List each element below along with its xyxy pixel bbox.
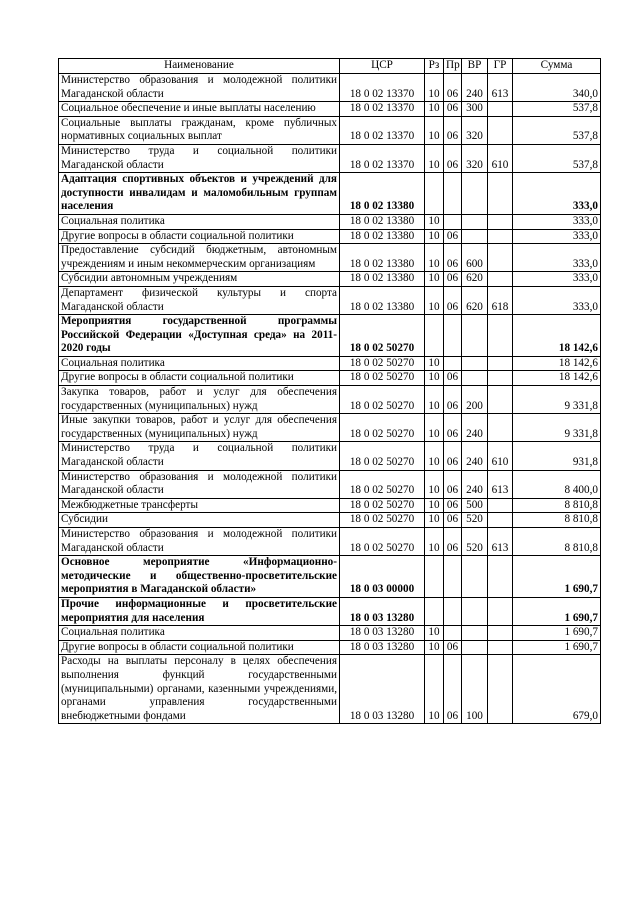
- cell-pr: 06: [444, 116, 462, 144]
- cell-sum: 9 331,8: [513, 386, 601, 414]
- header-name: Наименование: [59, 59, 340, 74]
- cell-gr: [488, 102, 513, 117]
- cell-pr: [444, 315, 462, 357]
- cell-vr: [462, 640, 488, 655]
- cell-rz: 10: [425, 498, 444, 513]
- cell-sum: 1 690,7: [513, 556, 601, 598]
- cell-rz: 10: [425, 442, 444, 470]
- cell-gr: [488, 272, 513, 287]
- cell-rz: 10: [425, 102, 444, 117]
- cell-csr: 18 0 02 50270: [340, 386, 425, 414]
- cell-vr: 240: [462, 442, 488, 470]
- cell-pr: 06: [444, 442, 462, 470]
- cell-csr: 18 0 02 50270: [340, 442, 425, 470]
- table-row: [59, 244, 601, 272]
- cell-name: Межбюджетные трансферты: [59, 498, 340, 513]
- cell-sum: 679,0: [513, 655, 601, 724]
- cell-rz: 10: [425, 470, 444, 498]
- cell-name: Адаптация спортивных объектов и учреждений для доступности инвалидам и маломобильным группам населения: [59, 173, 340, 215]
- cell-vr: [462, 371, 488, 386]
- cell-csr: 18 0 03 13280: [340, 597, 425, 625]
- cell-csr: 18 0 02 50270: [340, 371, 425, 386]
- cell-rz: 10: [425, 272, 444, 287]
- cell-gr: [488, 597, 513, 625]
- cell-csr: 18 0 02 13380: [340, 229, 425, 244]
- cell-gr: [488, 640, 513, 655]
- cell-gr: [488, 244, 513, 272]
- cell-pr: [444, 597, 462, 625]
- cell-csr: 18 0 02 50270: [340, 356, 425, 371]
- cell-rz: 10: [425, 229, 444, 244]
- cell-vr: 500: [462, 498, 488, 513]
- cell-gr: [488, 173, 513, 215]
- table-row: [59, 442, 601, 470]
- table-row: [59, 315, 601, 357]
- cell-pr: [444, 173, 462, 215]
- cell-vr: 240: [462, 414, 488, 442]
- cell-gr: [488, 513, 513, 528]
- cell-rz: 10: [425, 74, 444, 102]
- budget-table-page: [58, 58, 600, 724]
- table-row: [59, 640, 601, 655]
- cell-name: Социальное обеспечение и иные выплаты населению: [59, 102, 340, 117]
- header-csr: ЦСР: [340, 59, 425, 74]
- cell-vr: [462, 626, 488, 641]
- cell-csr: 18 0 02 13370: [340, 102, 425, 117]
- cell-vr: 320: [462, 144, 488, 172]
- cell-sum: 931,8: [513, 442, 601, 470]
- cell-gr: 613: [488, 528, 513, 556]
- table-row: [59, 414, 601, 442]
- cell-gr: 618: [488, 286, 513, 314]
- cell-pr: 06: [444, 286, 462, 314]
- cell-pr: 06: [444, 528, 462, 556]
- cell-pr: [444, 626, 462, 641]
- cell-sum: 537,8: [513, 144, 601, 172]
- cell-pr: 06: [444, 513, 462, 528]
- table-row: [59, 556, 601, 598]
- cell-vr: [462, 556, 488, 598]
- cell-vr: [462, 173, 488, 215]
- table-row: [59, 513, 601, 528]
- cell-vr: [462, 214, 488, 229]
- cell-pr: 06: [444, 244, 462, 272]
- cell-pr: [444, 214, 462, 229]
- table-row: [59, 655, 601, 724]
- table-row: [59, 498, 601, 513]
- cell-vr: 240: [462, 74, 488, 102]
- cell-csr: 18 0 02 50270: [340, 528, 425, 556]
- table-row: [59, 214, 601, 229]
- cell-name: Социальная политика: [59, 214, 340, 229]
- cell-name: Министерство образования и молодежной политики Магаданской области: [59, 74, 340, 102]
- cell-rz: 10: [425, 356, 444, 371]
- cell-csr: 18 0 03 13280: [340, 655, 425, 724]
- cell-name: Другие вопросы в области социальной политики: [59, 229, 340, 244]
- cell-rz: 10: [425, 414, 444, 442]
- cell-pr: 06: [444, 386, 462, 414]
- cell-csr: 18 0 03 13280: [340, 640, 425, 655]
- table-row: [59, 116, 601, 144]
- cell-csr: 18 0 02 13380: [340, 272, 425, 287]
- cell-rz: 10: [425, 626, 444, 641]
- cell-sum: 333,0: [513, 229, 601, 244]
- cell-rz: [425, 556, 444, 598]
- cell-sum: 8 400,0: [513, 470, 601, 498]
- cell-rz: 10: [425, 214, 444, 229]
- cell-name: Социальная политика: [59, 626, 340, 641]
- cell-sum: 18 142,6: [513, 315, 601, 357]
- cell-gr: [488, 214, 513, 229]
- cell-rz: [425, 173, 444, 215]
- table-row: [59, 286, 601, 314]
- cell-gr: 613: [488, 74, 513, 102]
- cell-name: Иные закупки товаров, работ и услуг для обеспечения государственных (муниципальных) нужд: [59, 414, 340, 442]
- cell-pr: 06: [444, 229, 462, 244]
- cell-vr: 100: [462, 655, 488, 724]
- cell-sum: 8 810,8: [513, 528, 601, 556]
- cell-sum: 8 810,8: [513, 498, 601, 513]
- cell-sum: 8 810,8: [513, 513, 601, 528]
- cell-gr: [488, 386, 513, 414]
- cell-gr: [488, 356, 513, 371]
- cell-name: Министерство образования и молодежной политики Магаданской области: [59, 528, 340, 556]
- cell-sum: 340,0: [513, 74, 601, 102]
- cell-sum: 18 142,6: [513, 371, 601, 386]
- cell-sum: 333,0: [513, 286, 601, 314]
- cell-gr: [488, 371, 513, 386]
- cell-gr: [488, 315, 513, 357]
- cell-rz: 10: [425, 386, 444, 414]
- header-pr: Пр: [444, 59, 462, 74]
- cell-pr: 06: [444, 414, 462, 442]
- cell-gr: [488, 556, 513, 598]
- cell-vr: 320: [462, 116, 488, 144]
- header-vr: ВР: [462, 59, 488, 74]
- cell-vr: 620: [462, 286, 488, 314]
- table-row: [59, 144, 601, 172]
- cell-vr: [462, 315, 488, 357]
- table-row: [59, 626, 601, 641]
- cell-name: Закупка товаров, работ и услуг для обеспечения государственных (муниципальных) нужд: [59, 386, 340, 414]
- table-body: [59, 74, 601, 724]
- cell-sum: 537,8: [513, 116, 601, 144]
- cell-vr: 600: [462, 244, 488, 272]
- cell-pr: 06: [444, 74, 462, 102]
- cell-pr: [444, 356, 462, 371]
- cell-name: Субсидии автономным учреждениям: [59, 272, 340, 287]
- cell-gr: 613: [488, 470, 513, 498]
- cell-csr: 18 0 02 50270: [340, 513, 425, 528]
- cell-pr: 06: [444, 144, 462, 172]
- table-row: [59, 371, 601, 386]
- table-row: [59, 597, 601, 625]
- cell-gr: [488, 655, 513, 724]
- cell-sum: 333,0: [513, 214, 601, 229]
- cell-sum: 333,0: [513, 272, 601, 287]
- cell-name: Расходы на выплаты персоналу в целях обеспечения выполнения функций государственными (муниципальными) органами, казенными учреждениями, органами управления государственными внебюджетными фондами: [59, 655, 340, 724]
- cell-vr: 620: [462, 272, 488, 287]
- cell-pr: 06: [444, 655, 462, 724]
- cell-name: Министерство труда и социальной политики Магаданской области: [59, 144, 340, 172]
- cell-vr: 200: [462, 386, 488, 414]
- cell-name: Субсидии: [59, 513, 340, 528]
- cell-vr: 300: [462, 102, 488, 117]
- cell-csr: 18 0 02 13370: [340, 144, 425, 172]
- cell-name: Предоставление субсидий бюджетным, автономным учреждениям и иным некоммерческим организациям: [59, 244, 340, 272]
- cell-gr: [488, 626, 513, 641]
- cell-csr: 18 0 02 50270: [340, 315, 425, 357]
- cell-gr: [488, 414, 513, 442]
- cell-pr: 06: [444, 640, 462, 655]
- table-row: [59, 356, 601, 371]
- cell-pr: [444, 556, 462, 598]
- cell-name: Министерство труда и социальной политики Магаданской области: [59, 442, 340, 470]
- cell-csr: 18 0 02 13380: [340, 173, 425, 215]
- cell-sum: 537,8: [513, 102, 601, 117]
- cell-csr: 18 0 03 00000: [340, 556, 425, 598]
- budget-table: [58, 58, 601, 724]
- cell-rz: 10: [425, 528, 444, 556]
- cell-csr: 18 0 02 13380: [340, 286, 425, 314]
- table-header-row: [59, 59, 601, 74]
- cell-rz: 10: [425, 144, 444, 172]
- cell-sum: 333,0: [513, 173, 601, 215]
- cell-csr: 18 0 03 13280: [340, 626, 425, 641]
- cell-gr: [488, 229, 513, 244]
- table-row: [59, 74, 601, 102]
- cell-vr: 520: [462, 528, 488, 556]
- header-rz: Рз: [425, 59, 444, 74]
- cell-name: Прочие информационные и просветительские мероприятия для населения: [59, 597, 340, 625]
- cell-vr: [462, 597, 488, 625]
- cell-csr: 18 0 02 13380: [340, 244, 425, 272]
- table-row: [59, 386, 601, 414]
- cell-csr: 18 0 02 50270: [340, 498, 425, 513]
- cell-csr: 18 0 02 50270: [340, 470, 425, 498]
- cell-sum: 18 142,6: [513, 356, 601, 371]
- header-sum: Сумма: [513, 59, 601, 74]
- cell-rz: [425, 597, 444, 625]
- cell-gr: [488, 116, 513, 144]
- cell-rz: 10: [425, 513, 444, 528]
- cell-csr: 18 0 02 50270: [340, 414, 425, 442]
- cell-rz: 10: [425, 371, 444, 386]
- cell-rz: 10: [425, 640, 444, 655]
- cell-csr: 18 0 02 13370: [340, 74, 425, 102]
- cell-name: Социальные выплаты гражданам, кроме публичных нормативных социальных выплат: [59, 116, 340, 144]
- cell-name: Другие вопросы в области социальной политики: [59, 640, 340, 655]
- cell-gr: 610: [488, 442, 513, 470]
- cell-vr: 520: [462, 513, 488, 528]
- cell-pr: 06: [444, 371, 462, 386]
- cell-rz: 10: [425, 286, 444, 314]
- cell-gr: 610: [488, 144, 513, 172]
- cell-name: Мероприятия государственной программы Российской Федерации «Доступная среда» на 2011-2020 годы: [59, 315, 340, 357]
- cell-csr: 18 0 02 13370: [340, 116, 425, 144]
- table-row: [59, 173, 601, 215]
- cell-vr: [462, 229, 488, 244]
- cell-sum: 1 690,7: [513, 597, 601, 625]
- cell-vr: 240: [462, 470, 488, 498]
- cell-pr: 06: [444, 470, 462, 498]
- table-row: [59, 102, 601, 117]
- cell-gr: [488, 498, 513, 513]
- table-row: [59, 470, 601, 498]
- cell-sum: 9 331,8: [513, 414, 601, 442]
- cell-name: Департамент физической культуры и спорта Магаданской области: [59, 286, 340, 314]
- cell-name: Другие вопросы в области социальной политики: [59, 371, 340, 386]
- cell-sum: 333,0: [513, 244, 601, 272]
- cell-csr: 18 0 02 13380: [340, 214, 425, 229]
- header-gr: ГР: [488, 59, 513, 74]
- table-row: [59, 272, 601, 287]
- cell-vr: [462, 356, 488, 371]
- table-row: [59, 229, 601, 244]
- table-row: [59, 528, 601, 556]
- cell-pr: 06: [444, 102, 462, 117]
- cell-rz: 10: [425, 655, 444, 724]
- cell-pr: 06: [444, 498, 462, 513]
- cell-sum: 1 690,7: [513, 626, 601, 641]
- cell-name: Основное мероприятие «Информационно-методические и общественно-просветительские мероприятия в Магаданской области»: [59, 556, 340, 598]
- cell-name: Министерство образования и молодежной политики Магаданской области: [59, 470, 340, 498]
- cell-rz: 10: [425, 244, 444, 272]
- cell-name: Социальная политика: [59, 356, 340, 371]
- cell-sum: 1 690,7: [513, 640, 601, 655]
- cell-pr: 06: [444, 272, 462, 287]
- cell-rz: [425, 315, 444, 357]
- cell-rz: 10: [425, 116, 444, 144]
